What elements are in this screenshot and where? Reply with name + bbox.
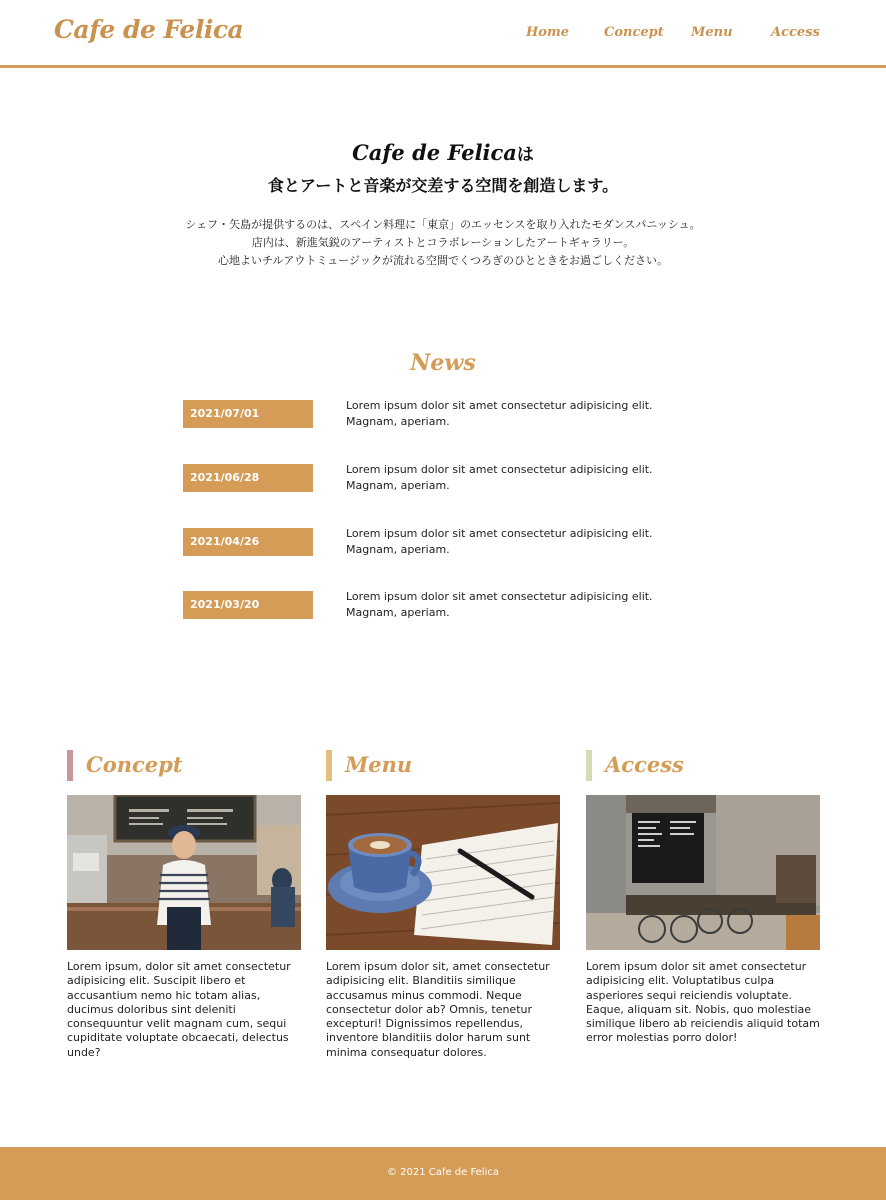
copyright-text: © 2021 Cafe de Felica [387, 1167, 499, 1178]
intro-body-line: 心地よいチルアウトミュージックが流れる空間でくつろぎのひとときをお過ごしください。 [217, 254, 668, 267]
intro-subheading: 食とアートと音楽が交差する空間を創造します。 [267, 176, 619, 195]
intro-body-line: 店内は、新進気鋭のアーティストとコラボレーションしたアートギャラリー。 [251, 236, 635, 249]
site-header [0, 0, 886, 68]
site-footer [0, 1147, 886, 1200]
concept-card [67, 750, 301, 1059]
intro-body [0, 216, 886, 270]
access-accent-bar [586, 750, 592, 781]
intro-body-line: シェフ・矢島が提供するのは、スペイン料理に「東京」のエッセンスを取り入れたモダンスパニッシュ。 [185, 218, 701, 231]
cafe-barista-photo[interactable] [67, 795, 301, 950]
news-date-badge: 2021/07/01 [183, 400, 313, 428]
menu-card-text: Lorem ipsum dolor sit, amet consectetur adipisicing elit. Blanditiis similique accusamus minus commodi. Neque consectetur dolor ab? Omnis, tenetur excepturi! Dignissimos repellendus, inventore blanditiis dolor harum sunt minima consequatur dolores. [326, 960, 550, 1059]
menu-card-title[interactable]: Menu [345, 752, 413, 777]
news-item[interactable] [183, 464, 703, 504]
news-heading: News [410, 350, 476, 376]
intro-heading-suffix: は [516, 145, 534, 165]
coffee-notebook-photo[interactable] [326, 795, 560, 950]
access-card-header [586, 750, 820, 782]
cafe-interior-photo[interactable] [586, 795, 820, 950]
news-item[interactable] [183, 400, 703, 440]
access-card-text: Lorem ipsum dolor sit amet consectetur adipisicing elit. Voluptatibus culpa asperiores sequi reiciendis voluptate. Eaque, aliquam sit. Nobis, quo molestiae similique libero ab reiciendis aliquid totam error molestias porro dolor! [586, 960, 820, 1045]
coffee-notebook-illustration [326, 795, 560, 950]
news-date-badge: 2021/06/28 [183, 464, 313, 492]
nav-access-link[interactable]: Access [771, 25, 820, 40]
menu-card [326, 750, 560, 1059]
menu-card-header [326, 750, 560, 782]
intro-heading-brand: Cafe de Felica [352, 140, 517, 165]
cafe-interior-illustration [586, 795, 820, 950]
cafe-barista-illustration [67, 795, 301, 950]
news-text: Lorem ipsum dolor sit amet consectetur adipisicing elit. Magnam, aperiam. [346, 463, 653, 492]
concept-accent-bar [67, 750, 73, 781]
concept-card-header [67, 750, 301, 782]
news-date-badge: 2021/04/26 [183, 528, 313, 556]
nav-home-link[interactable]: Home [526, 25, 569, 40]
news-text: Lorem ipsum dolor sit amet consectetur adipisicing elit. Magnam, aperiam. [346, 399, 653, 428]
nav-concept-link[interactable]: Concept [604, 25, 664, 40]
access-card [586, 750, 820, 1045]
news-item[interactable] [183, 528, 703, 568]
intro-heading [0, 140, 886, 165]
menu-accent-bar [326, 750, 332, 781]
news-text: Lorem ipsum dolor sit amet consectetur adipisicing elit. Magnam, aperiam. [346, 527, 653, 556]
main-nav [0, 25, 886, 45]
news-item[interactable] [183, 591, 703, 631]
concept-card-text: Lorem ipsum, dolor sit amet consectetur adipisicing elit. Suscipit libero et accusantium nemo hic totam alias, ducimus doloribus sint deleniti consequuntur velit magnam cum, sequi cupiditate voluptate obcaecati, delectus unde? [67, 960, 291, 1059]
site-logo[interactable]: Cafe de Felica [54, 15, 244, 44]
news-text: Lorem ipsum dolor sit amet consectetur adipisicing elit. Magnam, aperiam. [346, 590, 653, 619]
news-date-badge: 2021/03/20 [183, 591, 313, 619]
access-card-title[interactable]: Access [605, 752, 684, 777]
nav-menu-link[interactable]: Menu [691, 25, 733, 40]
concept-card-title[interactable]: Concept [86, 752, 183, 777]
